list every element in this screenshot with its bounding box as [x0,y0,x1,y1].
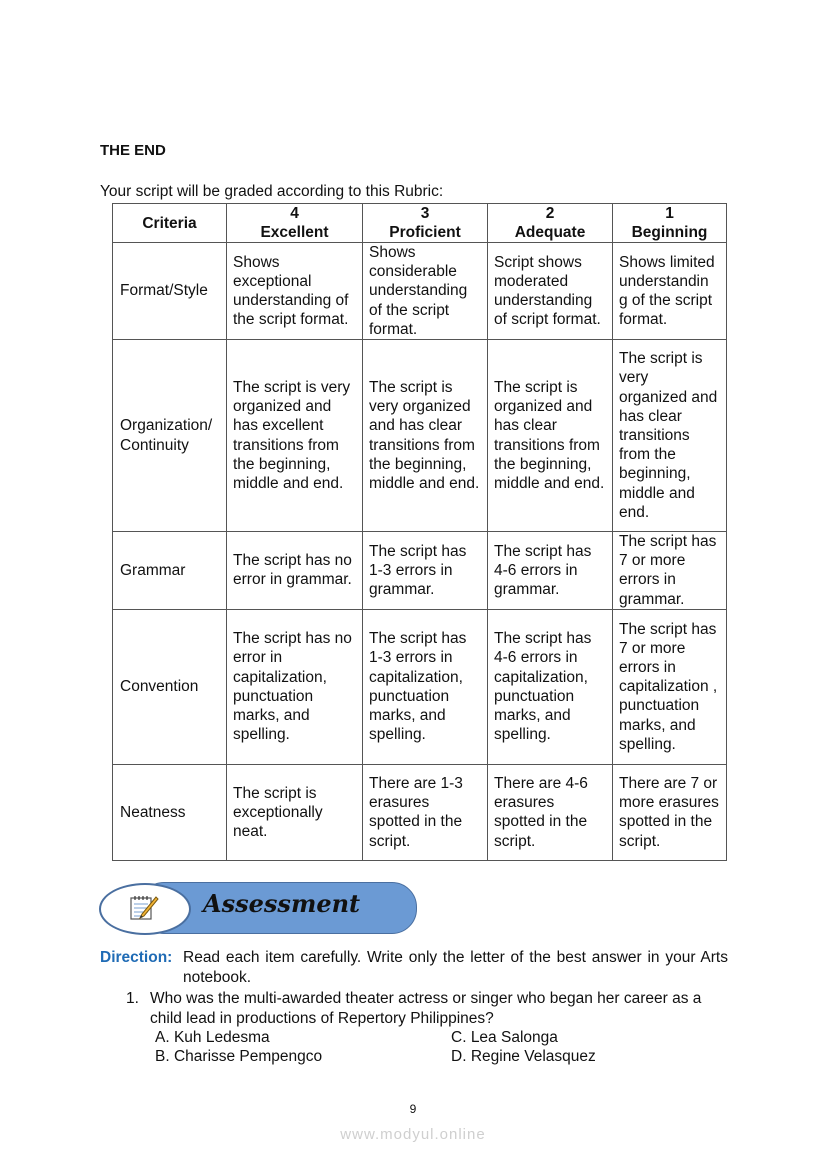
question-number: 1. [126,990,139,1007]
rubric-cell: There are 4-6 erasures spotted in the script. [488,764,613,860]
rubric-cell: The script is exceptionally neat. [227,764,363,860]
criteria-cell: Format/Style [113,243,227,340]
watermark: www.modyul.online [340,1126,486,1143]
rubric-cell: The script has 4-6 errors in capitalization, punctuation marks, and spelling. [488,609,613,764]
rubric-cell: The script is very organized and has excellent transitions from the beginning, middle and end. [227,340,363,532]
rubric-cell: The script has no error in capitalization, punctuation marks, and spelling. [227,609,363,764]
level-header [488,204,613,243]
option-letter: C. [451,1029,467,1046]
rubric-row-format [113,243,727,340]
rubric-intro: Your script will be graded according to this Rubric: [100,183,444,200]
section-heading: THE END [100,142,166,159]
level-label: Excellent [260,224,329,241]
notepad-pencil-icon [129,895,159,921]
rubric-header-row [113,204,727,243]
rubric-table [112,203,727,861]
option-a [155,1029,270,1047]
level-header [227,204,363,243]
direction-block [100,948,728,986]
page-number: 9 [409,1102,417,1116]
level-header [363,204,488,243]
rubric-cell: The script is very organized and has clear transitions from the beginning, middle and end. [363,340,488,532]
question-text: Who was the multi-awarded theater actress or singer who began her career as a child lead in productions of Repertory Philippines? [150,990,702,1027]
direction-label: Direction: [100,949,173,966]
option-b [155,1048,322,1066]
option-d [451,1048,596,1066]
rubric-cell: The script is very organized and has clear transitions from the beginning, middle and end. [613,340,727,532]
rubric-row-grammar [113,532,727,610]
option-text: Kuh Ledesma [173,1029,270,1046]
rubric-cell: Shows considerable understanding of the script format. [363,243,488,340]
rubric-cell: The script has 1-3 errors in grammar. [363,532,488,610]
level-label: Adequate [514,224,586,241]
criteria-cell: Neatness [113,764,227,860]
rubric-cell: There are 7 or more erasures spotted in the script. [613,764,727,860]
rubric-cell: The script is organized and has clear transitions from the beginning, middle and end. [488,340,613,532]
level-score: 1 [665,205,674,222]
option-text: Charisse Pempengco [173,1048,323,1065]
criteria-cell: Grammar [113,532,227,610]
level-label: Proficient [389,224,461,241]
rubric-cell: The script has 7 or more errors in grammar. [613,532,727,610]
option-text: Lea Salonga [470,1029,558,1046]
level-score: 2 [545,205,555,222]
option-text: Regine Velasquez [470,1048,596,1065]
assessment-banner [99,881,417,933]
rubric-cell: Shows limited understandin g of the script format. [613,243,727,340]
level-score: 3 [420,205,430,222]
option-letter: A. [155,1029,170,1046]
rubric-row-organization [113,340,727,532]
option-letter: B. [155,1048,170,1065]
rubric-cell: There are 1-3 erasures spotted in the script. [363,764,488,860]
rubric-cell: The script has 7 or more errors in capitalization , punctuation marks, and spelling. [613,609,727,764]
option-c [451,1029,558,1047]
rubric-cell: Shows exceptional understanding of the script format. [227,243,363,340]
level-label: Beginning [631,224,708,241]
option-letter: D. [451,1048,467,1065]
rubric-row-neatness [113,764,727,860]
criteria-header: Criteria [113,204,227,243]
rubric-cell: The script has 4-6 errors in grammar. [488,532,613,610]
rubric-cell: The script has no error in grammar. [227,532,363,610]
direction-text: Read each item carefully. Write only the letter of the best answer in your Arts notebook. [183,949,728,986]
rubric-cell: The script has 1-3 errors in capitalization, punctuation marks, and spelling. [363,609,488,764]
criteria-cell: Organization/ Continuity [113,340,227,532]
criteria-cell: Convention [113,609,227,764]
assessment-title: Assessment [203,889,361,918]
rubric-row-convention [113,609,727,764]
rubric-cell: Script shows moderated understanding of script format. [488,243,613,340]
level-header [613,204,727,243]
level-score: 4 [290,205,299,222]
